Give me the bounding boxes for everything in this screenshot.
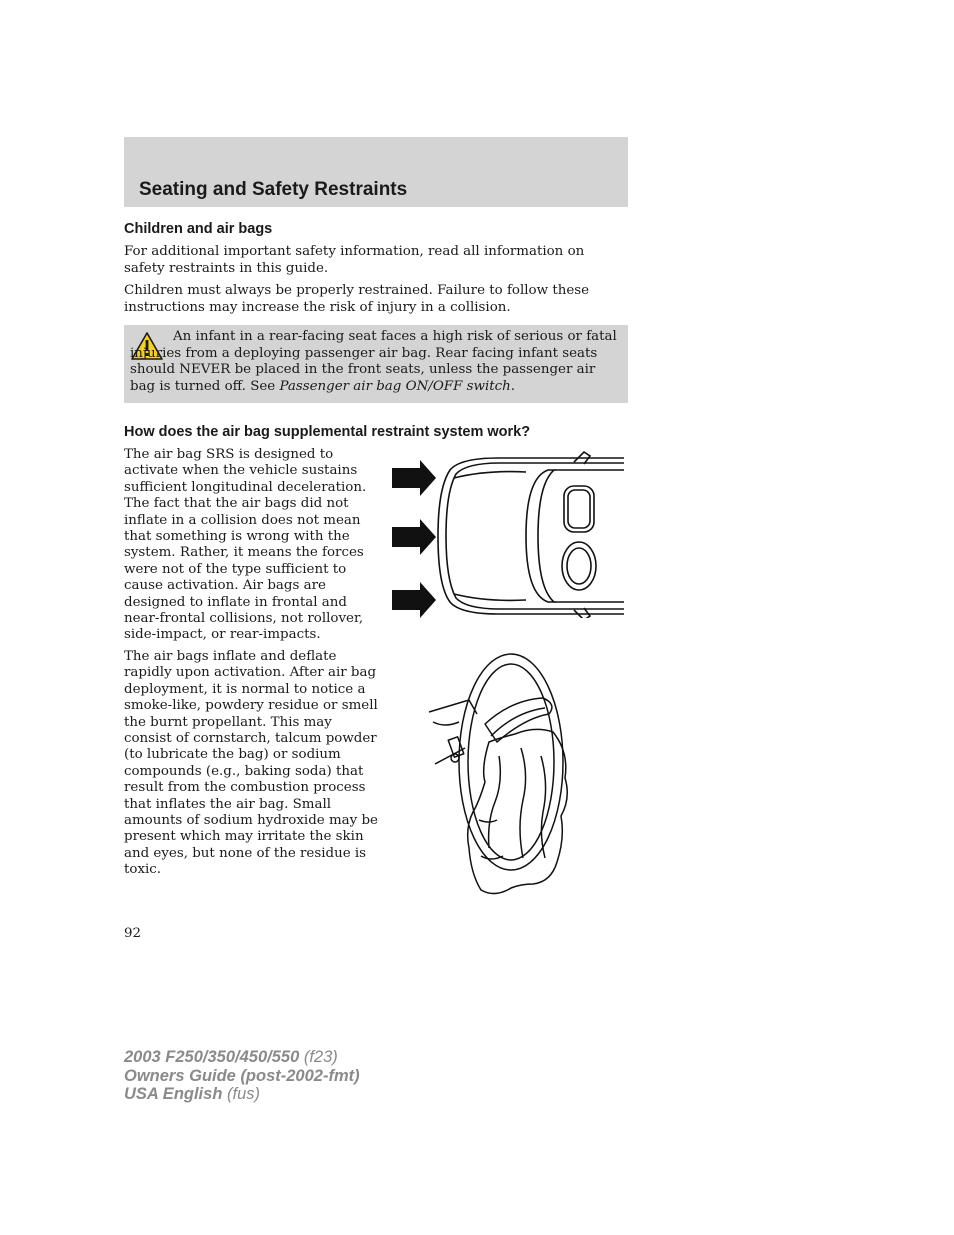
frontal-impact-vehicle-illustration xyxy=(388,448,628,618)
footer-language-code: (fus) xyxy=(227,1085,260,1103)
impact-arrow-middle xyxy=(392,519,436,555)
deployed-steering-wheel-airbag-illustration xyxy=(425,652,575,897)
footer-model: 2003 F250/350/450/550 xyxy=(124,1048,300,1066)
impact-arrow-top xyxy=(392,460,436,496)
warning-box xyxy=(124,325,628,403)
footer-line-3 xyxy=(124,1085,360,1104)
children-para-1: For additional important safety information, read all information on safety restraints in this guide. xyxy=(124,244,585,276)
warning-text-main: An infant in a rear-facing seat faces a high risk of serious or fatal injuries from a deploying passenger air bag. Rear facing infant seats should NEVER be placed in the front seats, unless the passenger air bag is turned off. See xyxy=(130,329,617,394)
section-header-band xyxy=(124,137,628,207)
impact-arrow-bottom xyxy=(392,582,436,618)
page-number: 92 xyxy=(124,926,142,941)
warning-text xyxy=(130,329,622,395)
srs-para-2: The air bags inflate and deflate rapidly upon activation. After air bag deployment, it is normal to notice a smoke-like, powdery residue or smell the burnt propellant. This may consist of cornstarch, talcum powder (to lubricate the bag) or sodium compounds (e.g., baking soda) that result from the combustion process that inflates the air bag. Small amounts of sodium hydroxide may be present which may irritate the skin and eyes, but none of the residue is toxic. xyxy=(124,649,378,878)
document-footer xyxy=(124,1048,360,1104)
srs-heading: How does the air bag supplemental restraint system work? xyxy=(124,424,531,440)
children-air-bags-heading: Children and air bags xyxy=(124,221,273,237)
children-para-2: Children must always be properly restrained. Failure to follow these instructions may increase the risk of injury in a collision. xyxy=(124,283,590,315)
srs-para-1: The air bag SRS is designed to activate when the vehicle sustains sufficient longitudinal deceleration. The fact that the air bags did not inflate in a collision does not mean that something is wrong with the system. Rather, it means the forces were not of the type sufficient to cause activation. Air bags are designed to inflate in frontal and near-frontal collisions, not rollover, side-impact, or rear-impacts. xyxy=(124,447,367,643)
footer-guide: Owners Guide (post-2002-fmt) xyxy=(124,1066,360,1085)
warning-reference-link: Passenger air bag ON/OFF switch xyxy=(279,378,511,394)
section-title: Seating and Safety Restraints xyxy=(139,179,408,200)
footer-line-1 xyxy=(124,1048,360,1067)
footer-language: USA English xyxy=(124,1085,223,1103)
footer-line-2 xyxy=(124,1067,360,1086)
footer-model-code: (f23) xyxy=(303,1048,338,1066)
warning-text-end: . xyxy=(510,378,516,394)
